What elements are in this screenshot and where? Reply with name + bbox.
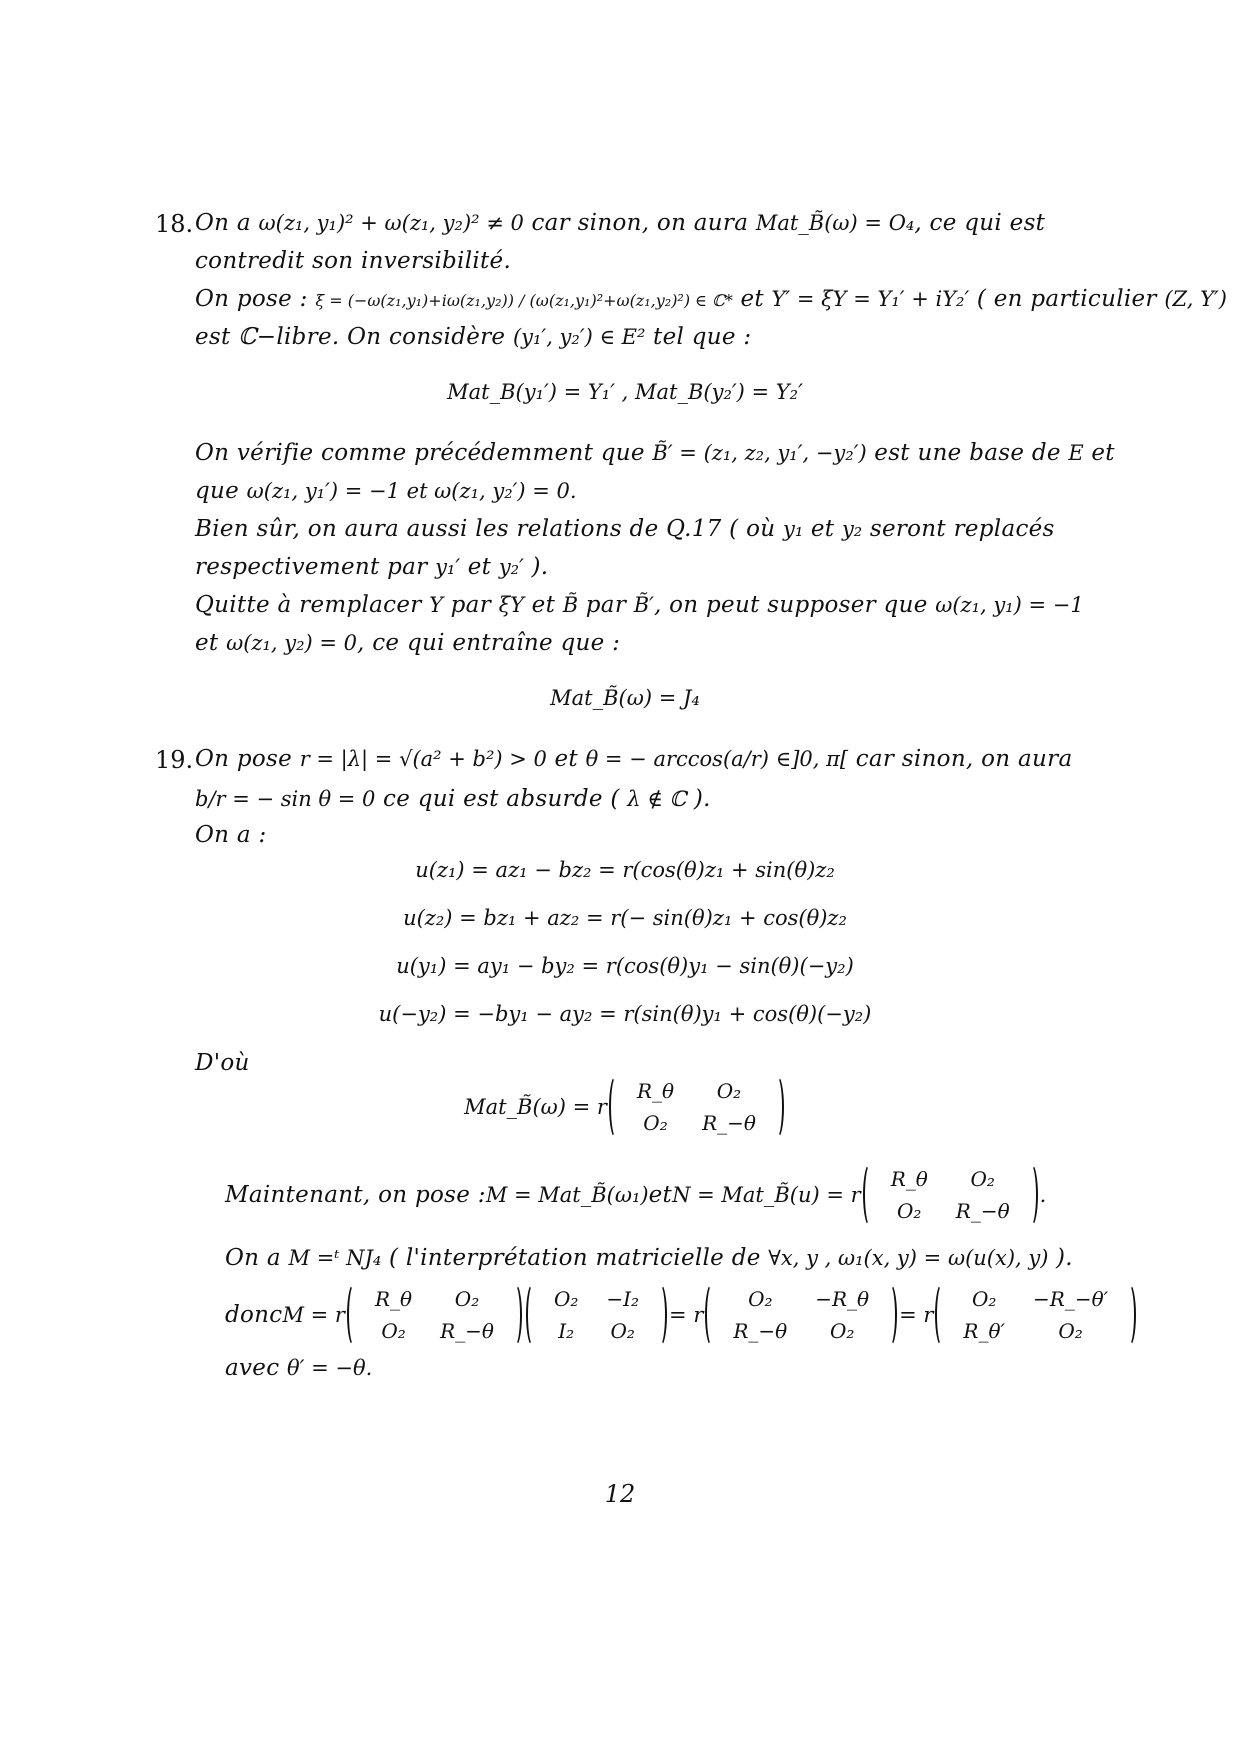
question-number: 18. [155,210,194,238]
q19-equation-3: u(y₁) = ay₁ − by₂ = r(cos(θ)y₁ − sin(θ)(−y₂) [396,954,854,978]
q19-line-5: Maintenant, on pose : M = Mat_B̃(ω₁) et N = Mat_B̃(u) = r R_θ O₂ O₂ R_−θ . [225,1163,1046,1227]
q18-line-3: On pose : ξ = (−ω(z₁,y₁)+iω(z₁,y₂)) / (ω(z₁,y₁)²+ω(z₁,y₂)²) ∈ ℂ* et Y′ = ξY = Y₁′ + iY₂′ ( en particulier (Z, Y′) [195,286,1227,312]
q19-equation-1: u(z₁) = az₁ − bz₂ = r(cos(θ)z₁ + sin(θ)z₂ [415,858,835,882]
q19-equation-4: u(−y₂) = −by₁ − ay₂ = r(sin(θ)y₁ + cos(θ)(−y₂) [378,1002,872,1026]
q19-line-6: On a M =ᵗ NJ₄ ( l'interprétation matricielle de ∀x, y , ω₁(x, y) = ω(u(x), y) ). [225,1245,1073,1271]
q18-equation-2: Mat_B̃(ω) = J₄ [550,686,700,710]
matrix: O₂ −R_−θ′ R_θ′ O₂ [935,1283,1136,1347]
q18-equation-1: Mat_B(y₁′) = Y₁′ , Mat_B(y₂′) = Y₂′ [447,380,803,404]
q19-line-7: donc M = r R_θ O₂ O₂ R_−θ O₂ −I₂ I₂ O₂ = r O₂ −R_θ R_−θ O₂ = r O₂ −R_−θ′ R_θ′ O₂ [225,1283,1138,1347]
q18-line-1: On a ω(z₁, y₁)² + ω(z₁, y₂)² ≠ 0 car sinon, on aura Mat_B̃(ω) = O₄, ce qui est [195,210,1046,236]
q18-line-9: Quitte à remplacer Y par ξY et B̃ par B̃′, on peut supposer que ω(z₁, y₁) = −1 [195,592,1084,618]
page-number: 12 [604,1480,636,1508]
q19-line-2: b/r = − sin θ = 0 ce qui est absurde ( λ ∉ ℂ ). [195,786,711,812]
q18-line-10: et ω(z₁, y₂) = 0, ce qui entraîne que : [195,630,621,656]
q19-line-3: On a : [195,822,267,848]
q19-line-1: On pose r = |λ| = √(a² + b²) > 0 et θ = − arccos(a/r) ∈]0, π[ car sinon, on aura [195,746,1073,772]
matrix: O₂ −I₂ I₂ O₂ [526,1283,667,1347]
q18-line-2: contredit son inversibilité. [195,248,512,274]
q19-line-4: D'où [195,1050,250,1076]
q18-line-6: que ω(z₁, y₁′) = −1 et ω(z₁, y₂′) = 0. [195,478,577,504]
q19-line-8: avec θ′ = −θ. [225,1355,373,1381]
matrix: O₂ −R_θ R_−θ O₂ [705,1283,897,1347]
matrix: R_θ O₂ O₂ R_−θ [347,1283,522,1347]
q18-line-8: respectivement par y₁′ et y₂′ ). [195,554,549,580]
matrix: R_θ O₂ O₂ R_−θ [863,1163,1038,1227]
q19-matrix-equation: Mat_B̃(ω) = r R_θ O₂ O₂ R_−θ [195,1075,1055,1139]
question-number: 19. [155,746,194,774]
q18-line-7: Bien sûr, on aura aussi les relations de Q.17 ( où y₁ et y₂ seront replacés [195,516,1055,542]
q19-equation-2: u(z₂) = bz₁ + az₂ = r(− sin(θ)z₁ + cos(θ)z₂ [403,906,847,930]
matrix: R_θ O₂ O₂ R_−θ [609,1075,784,1139]
q18-line-4: est ℂ−libre. On considère (y₁′, y₂′) ∈ E² tel que : [195,324,752,350]
q18-line-5: On vérifie comme précédemment que B̃′ = (z₁, z₂, y₁′, −y₂′) est une base de E et [195,440,1115,466]
